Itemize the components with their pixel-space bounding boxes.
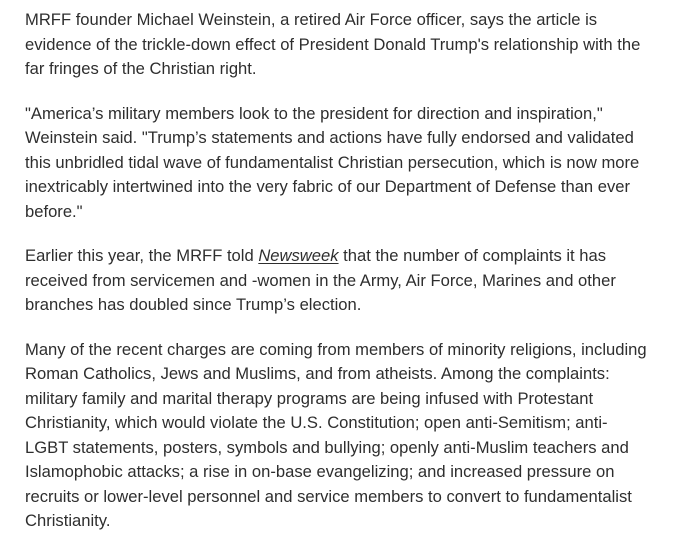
- paragraph-complaint-list: [25, 338, 690, 534]
- paragraph-weinstein-quote: [25, 102, 690, 225]
- text-line: Weinstein said. "Trump’s statements and actions have fully endorsed and validated: [25, 128, 634, 147]
- text-line: military family and marital therapy programs are being infused with Protestant: [25, 388, 594, 408]
- text-line: far fringes of the Christian right.: [25, 59, 257, 78]
- text-line: inextricably intertwined into the very fabric of our Department of Defense than ever: [25, 177, 631, 196]
- text-line: "America’s military members look to the president for direction and inspiration,": [25, 103, 603, 123]
- text-line: this unbridled tidal wave of fundamentalist Christian persecution, which is now more: [25, 152, 640, 172]
- text-line: [25, 244, 690, 269]
- text-line: Islamophobic attacks; a rise in on-base evangelizing; and increased pressure on: [25, 462, 615, 481]
- text-line: received from servicemen and -women in the Army, Air Force, Marines and other: [25, 270, 616, 290]
- paragraph-weinstein-intro: [25, 8, 690, 82]
- text-line: Christianity.: [25, 511, 111, 530]
- paragraph-complaints-doubled: [25, 244, 690, 318]
- text-line: before.": [25, 201, 83, 221]
- newsweek-link[interactable]: Newsweek: [258, 246, 339, 265]
- text-line: MRFF founder Michael Weinstein, a retired Air Force officer, says the article is: [25, 10, 598, 29]
- text-line: LGBT statements, posters, symbols and bullying; openly anti-Muslim teachers and: [25, 437, 629, 457]
- text-segment: Earlier this year, the MRFF told: [25, 246, 259, 265]
- text-line: evidence of the trickle-down effect of President Donald Trump's relationship with the: [25, 34, 641, 54]
- text-segment: that the number of complaints it has: [338, 246, 607, 265]
- text-line: Roman Catholics, Jews and Muslims, and from atheists. Among the complaints:: [25, 364, 610, 383]
- text-line: recruits or lower-level personnel and service members to convert to fundamentalist: [25, 486, 632, 506]
- text-line: Many of the recent charges are coming from members of minority religions, including: [25, 339, 647, 359]
- text-line: branches has doubled since Trump’s election.: [25, 295, 362, 314]
- text-line: Christianity, which would violate the U.S. Constitution; open anti-Semitism; anti-: [25, 413, 608, 432]
